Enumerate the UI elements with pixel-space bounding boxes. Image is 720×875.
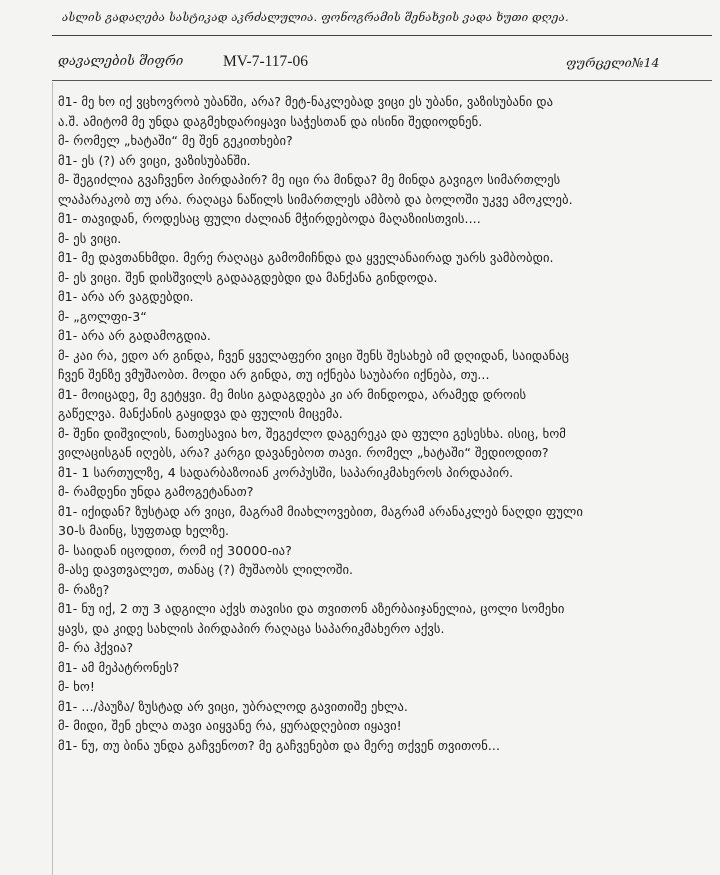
task-code-label: დავალების შიფრი	[58, 54, 184, 69]
transcript-line: მ1- ნუ, თუ ბინა უნდა გაჩვენოთ? მე გაჩვენებთ და მერე თქვენ თვითონ...	[58, 737, 501, 753]
transcript-line: მ1- მოიცადე, მე გეტყვი. მე მისი გადაგდება კი არ მინდოდა, არამედ დროის	[58, 386, 527, 402]
task-code-value: MV-7-117-06	[223, 53, 308, 70]
transcript-line: მ1- ნუ იქ, 2 თუ 3 ადგილი აქვს თავისი და თვითონ აზერბაიჯანელია, ცოლი სომეხი	[58, 601, 565, 616]
transcript-line: მ1- ამ მეპატრონეს?	[58, 659, 180, 675]
transcript-line: მ-ასე დავთვალეთ, თანაც (?) მუშაობს ლილოში.	[58, 562, 354, 577]
transcript-line: მ- ეს ვიცი. შენ დისშვილს გადააგდებდი და მანქანა გინდოდა.	[58, 269, 438, 285]
transcript-line: მ- შენი დიშვილის, ნათესავია ხო, შეგეძლო დაგერეკა და ფული გესესხა. ისიც, ხომ	[58, 425, 566, 441]
transcript-line: ყავს, და კიდე სახლის პირდაპირ რაღაცა საპარიკმახერო აქვს.	[58, 620, 445, 636]
transcript-line: მ- რა ჰქვია?	[58, 640, 134, 655]
transcript-line: მ1- 1 სართულზე, 4 სადარბაზოიან კორპუსში, საპარიკმახეროს პირდაპირ.	[58, 464, 514, 480]
transcript-line: მ- შეგიძლია გვაჩვენო პირდაპირ? მე იცი რა მინდა? მე მინდა გავიგო სიმართლეს	[58, 172, 561, 187]
transcript-line: გაწელვა. მანქანის გაყიდვა და ფულის მიცემა.	[58, 406, 343, 421]
transcript-line: ვილაცისგან იღებს, არა? კარგი დავანებოთ თავი. რომელ „ხატაში“ შედიოდით?	[58, 445, 549, 460]
transcript-line: მ- საიდან იცოდით, რომ იქ 30000-ია?	[58, 542, 292, 558]
transcript-line: მ- ხო!	[58, 679, 95, 694]
sheet-number: ფურცელი№14	[566, 55, 660, 70]
transcript-line: მ1- მე ხო იქ ვცხოვრობ უბანში, არა? მეტ-ნაკლებად ვიცი ეს უბანი, ვაზისუბანი და	[58, 94, 554, 109]
transcript-line: მ1- არა არ გადამოგდია.	[58, 328, 211, 343]
transcript-line: მ- ეს ვიცი.	[58, 230, 122, 246]
transcript-line: მ- რომელ „ხატაში“ მე შენ გეკითხები?	[58, 133, 293, 148]
transcript-body	[58, 92, 708, 755]
code-divider	[52, 80, 712, 81]
transcript-line: მ1- ეს (?) არ ვიცი, ვაზისუბანში.	[58, 152, 251, 168]
transcript-line: ლაპარაკობ თუ არა. რაღაცა ნაწილს სიმართლეს ამბობ და ბოლოში უკვე ამოკლებ.	[58, 191, 573, 207]
transcript-line: მ- რაზე?	[58, 581, 110, 597]
transcript-line: ა.შ. ამიტომ მე უნდა დაგმეხდარიყავი საჭესთან და ისინი შედიოდნენ.	[58, 113, 483, 129]
transcript-line: ჩვენ შენზე ვმუშაობთ. მოდი არ გინდა, თუ იქნება საუბარი იქნება, თუ...	[58, 367, 490, 382]
confidentiality-notice: ასლის გადაღება სასტიკად აკრძალულია. ფონოგრამის შენახვის ვადა ხუთი დღეა.	[62, 10, 569, 24]
transcript-line: მ1- მე დავთანხმდი. მერე რაღაცა გამომიჩნდა და ყველანაირად უარს ვამბობდი.	[58, 250, 554, 265]
transcript-line: მ- კაი რა, ედო არ გინდა, ჩვენ ყველაფერი ვიცი შენს შესახებ იმ დღიდან, საიდანაც	[58, 347, 570, 363]
transcript-line: მ- რამდენი უნდა გამოგეტანათ?	[58, 484, 254, 499]
transcript-line: მ1- არა არ ვაგდებდი.	[58, 289, 194, 304]
left-margin-line	[52, 82, 53, 875]
transcript-line: მ- „გოლფი-3“	[58, 308, 147, 324]
transcript-line: მ1- .../პაუზა/ ზუსტად არ ვიცი, უბრალოდ გავითიშე ეხლა.	[58, 698, 408, 714]
header-divider	[52, 35, 712, 36]
transcript-line: მ1- იქიდან? ზუსტად არ ვიცი, მაგრამ მიახლოვებით, მაგრამ არანაკლებ ნაღდი ფული	[58, 503, 583, 519]
transcript-line: მ- მიდი, შენ ეხლა თავი აიყვანე რა, ყურადღებით იყავი!	[58, 718, 402, 733]
transcript-line: მ1- თავიდან, როდესაც ფული ძალიან მჭირდებოდა მაღაზიისთვის....	[58, 211, 481, 226]
transcript-line: 30-ს მაინც, სუფთად ხელზე.	[58, 523, 230, 538]
